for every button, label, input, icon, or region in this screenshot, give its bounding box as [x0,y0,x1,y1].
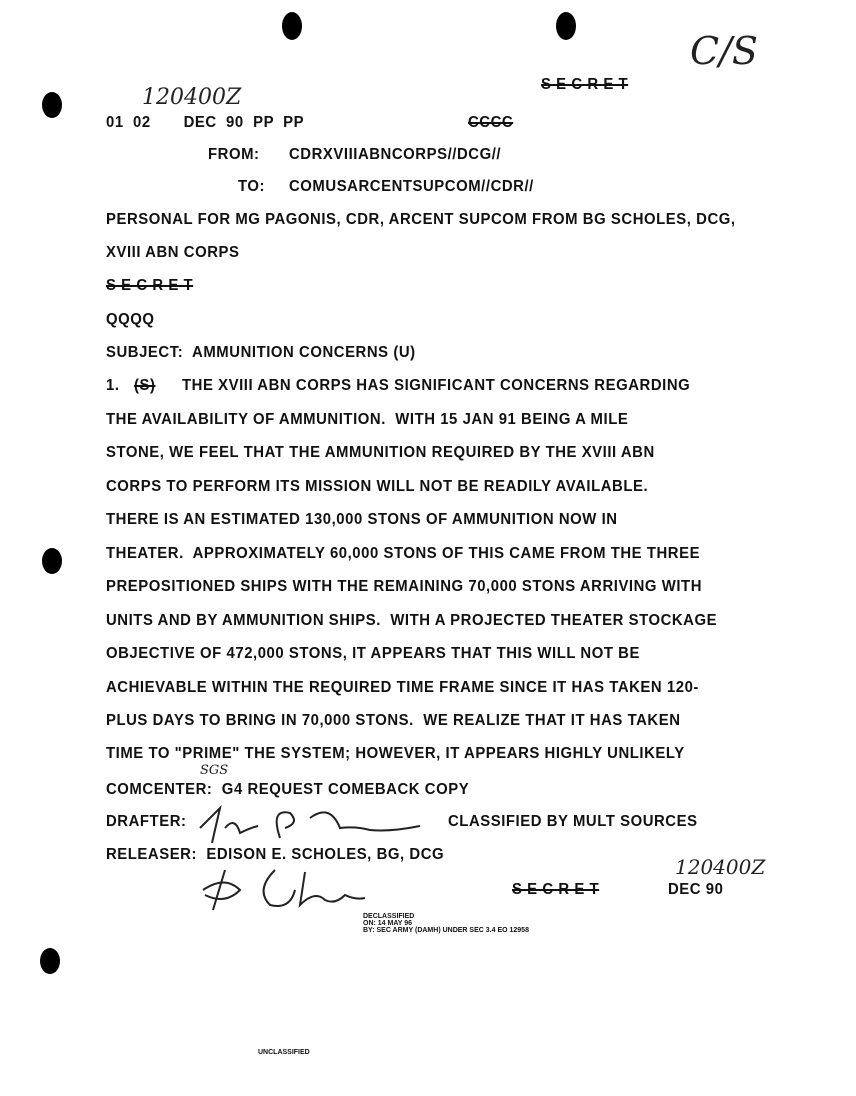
classified-by: CLASSIFIED BY MULT SOURCES [448,813,698,830]
para-marker: 1. [106,377,120,394]
punch-hole [40,948,60,974]
to-label: TO: [238,178,266,195]
body-line: THERE IS AN ESTIMATED 130,000 STONS OF AMMUNITION NOW IN [106,511,618,528]
corner-mark: C/S [690,29,758,73]
body-line: ACHIEVABLE WITHIN THE REQUIRED TIME FRAME SINCE IT HAS TAKEN 120- [106,679,699,696]
body-line: STONE, WE FEEL THAT THE AMMUNITION REQUIRED BY THE XVIII ABN [106,444,655,461]
body-line: PREPOSITIONED SHIPS WITH THE REMAINING 70,000 STONS ARRIVING WITH [106,578,702,595]
body-line: THEATER. APPROXIMATELY 60,000 STONS OF THIS CAME FROM THE THREE [106,545,701,562]
body-line: CORPS TO PERFORM ITS MISSION WILL NOT BE READILY AVAILABLE. [106,478,649,495]
comcenter: COMCENTER: G4 REQUEST COMEBACK COPY [106,781,470,798]
declassified-stamp [363,913,529,934]
personal-for: PERSONAL FOR MG PAGONIS, CDR, ARCENT SUPCOM FROM BG SCHOLES, DCG, [106,211,736,228]
from-value: CDRXVIIIABNCORPS//DCG// [289,146,502,163]
body-line: TIME TO "PRIME" THE SYSTEM; HOWEVER, IT APPEARS HIGHLY UNLIKELY [106,745,685,762]
classification-bottom: S E C R E T [512,881,600,898]
bottom-date: DEC 90 [668,881,724,898]
punch-hole [282,12,302,40]
subject: SUBJECT: AMMUNITION CONCERNS (U) [106,344,416,361]
classification-body: S E C R E T [106,277,194,294]
punch-hole [42,548,62,574]
body-line: OBJECTIVE OF 472,000 STONS, IT APPEARS THAT THIS WILL NOT BE [106,645,640,662]
comcenter-handwritten: SGS [200,763,229,778]
classification-top: S E C R E T [541,76,629,93]
body-line: THE AVAILABILITY OF AMMUNITION. WITH 15 JAN 91 BEING A MILE [106,411,629,428]
body-line: THE XVIII ABN CORPS HAS SIGNIFICANT CONCERNS REGARDING [182,377,691,394]
personal-for: XVIII ABN CORPS [106,244,240,261]
header-code: CCCC [468,114,514,131]
drafter-signature [190,798,430,848]
footer-unclassified: UNCLASSIFIED [258,1049,310,1056]
header-line: 01 02 DEC 90 PP PP [106,114,305,131]
to-value: COMUSARCENTSUPCOM//CDR// [289,178,534,195]
declass-line: BY: SEC ARMY (DAMH) UNDER SEC 3.4 EO 12958 [363,927,529,934]
qqqq: QQQQ [106,311,155,328]
releaser-signature [195,860,375,920]
bottom-handwritten-dtg: 120400Z [675,855,766,879]
from-label: FROM: [208,146,260,163]
drafter-label: DRAFTER: [106,813,187,830]
declass-line: ON: 14 MAY 96 [363,920,413,927]
para-class: (S) [134,377,156,394]
punch-hole [556,12,576,40]
handwritten-dtg: 120400Z [142,85,242,110]
body-line: UNITS AND BY AMMUNITION SHIPS. WITH A PROJECTED THEATER STOCKAGE [106,612,718,629]
body-line: PLUS DAYS TO BRING IN 70,000 STONS. WE REALIZE THAT IT HAS TAKEN [106,712,681,729]
declass-line: DECLASSIFIED [363,913,415,920]
releaser: RELEASER: EDISON E. SCHOLES, BG, DCG [106,846,445,863]
punch-hole [42,92,62,118]
